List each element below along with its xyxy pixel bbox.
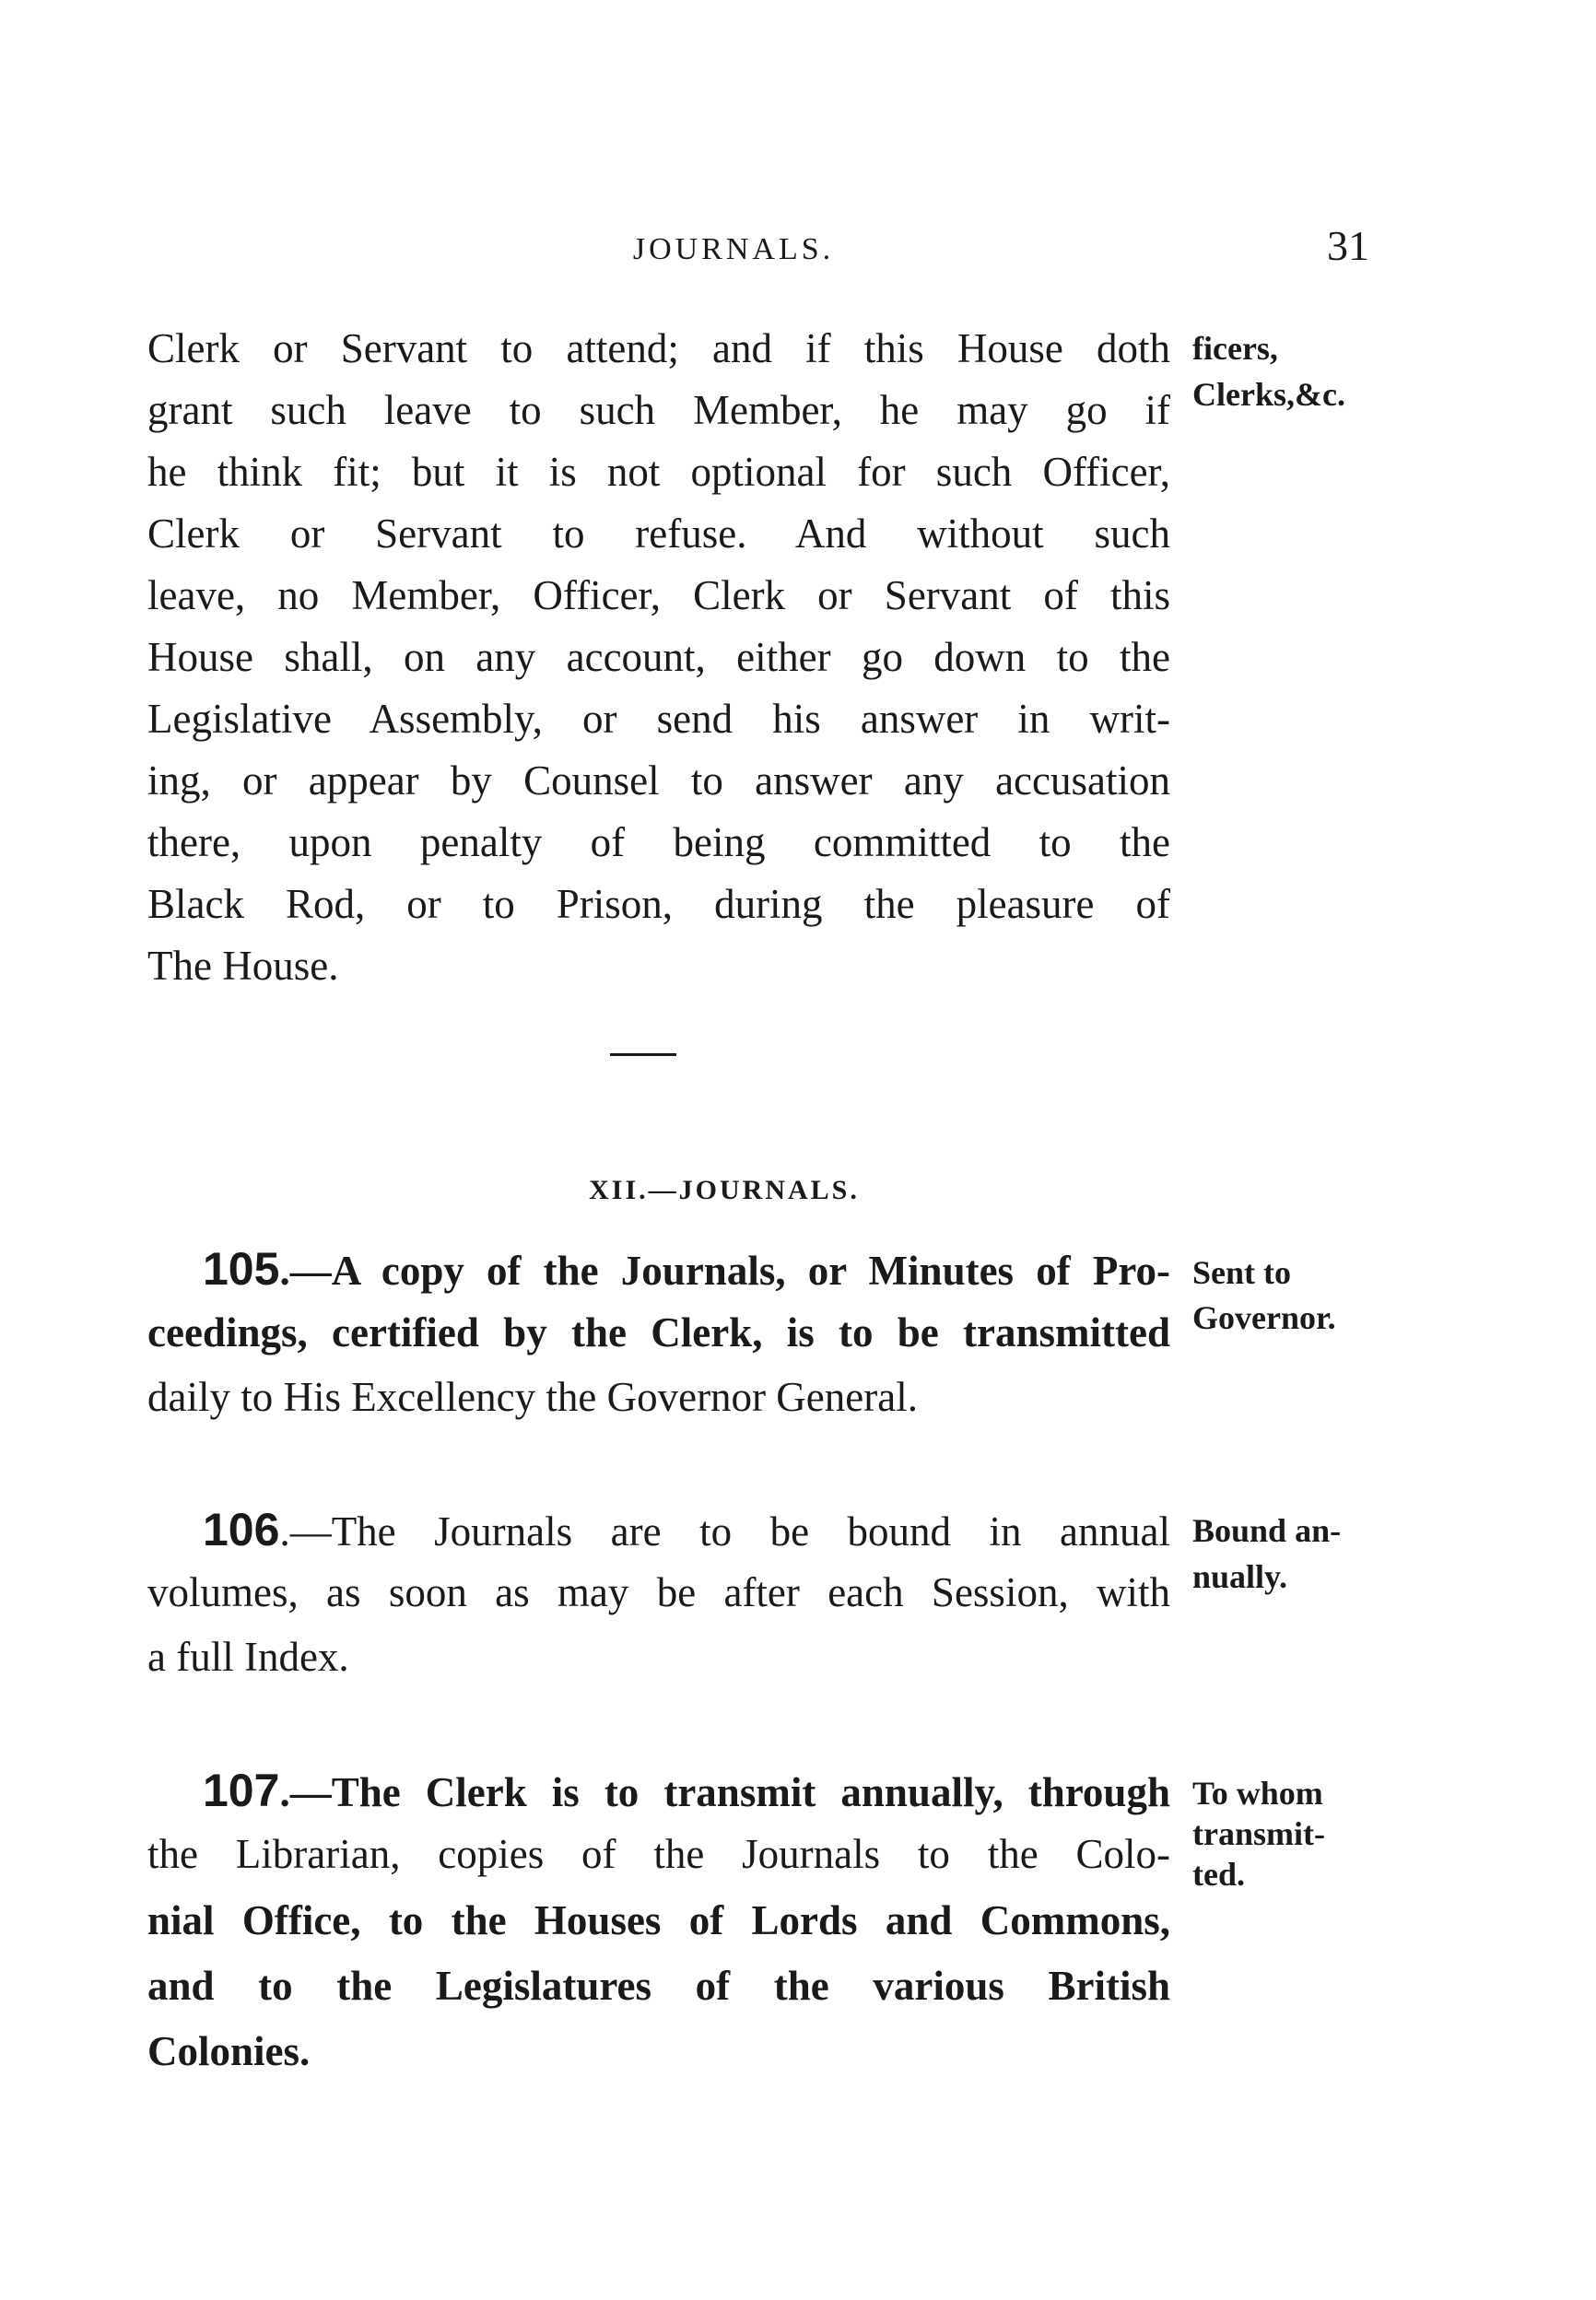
section-divider — [610, 1053, 676, 1056]
body-line: grant such leave to such Member, he may go if — [147, 390, 1170, 433]
section-heading: XII.—JOURNALS. — [589, 1175, 860, 1205]
rule-105-first-line — [203, 1246, 1170, 1301]
body-line: volumes, as soon as may be after each Session, with — [147, 1572, 1170, 1615]
body-line: there, upon penalty of being committed to the — [147, 822, 1170, 865]
body-line: he think fit; but it is not optional for such Officer, — [147, 452, 1170, 495]
margin-note: Governor. — [1192, 1299, 1336, 1336]
page-number: 31 — [1327, 222, 1369, 269]
body-line: Legislative Assembly, or send his answer in writ- — [147, 698, 1170, 742]
margin-note: To whom — [1192, 1775, 1323, 1812]
rule-106-first-line — [203, 1507, 1170, 1562]
body-line: Colonies. — [147, 2028, 311, 2074]
body-line: nial Office, to the Houses of Lords and Commons, — [147, 1900, 1170, 1943]
body-line: the Librarian, copies of the Journals to the Colo- — [147, 1834, 1170, 1877]
body-line: Clerk or Servant to refuse. And without such — [147, 513, 1170, 557]
margin-note: Clerks,&c. — [1192, 376, 1345, 413]
body-line: Clerk or Servant to attend; and if this House doth — [147, 328, 1170, 371]
rule-text: .—A copy of the Journals, or Minutes of Pro- — [279, 1248, 1170, 1294]
running-header-title: JOURNALS. — [632, 232, 835, 266]
rule-number: 106 — [203, 1507, 280, 1555]
rule-number: 107 — [203, 1767, 280, 1816]
body-line: daily to His Excellency the Governor General. — [147, 1374, 918, 1420]
body-line: The House. — [147, 943, 339, 989]
margin-note: Bound an- — [1192, 1512, 1342, 1549]
body-line: and to the Legislatures of the various British — [147, 1966, 1170, 2009]
body-line: leave, no Member, Officer, Clerk or Servant of this — [147, 575, 1170, 618]
rule-number: 105 — [203, 1246, 280, 1295]
margin-note: ted. — [1192, 1856, 1245, 1893]
body-line: ceedings, certified by the Clerk, is to be transmitted — [147, 1312, 1170, 1355]
margin-note: transmit- — [1192, 1815, 1325, 1852]
margin-note: ficers, — [1192, 330, 1278, 367]
body-line: Black Rod, or to Prison, during the pleasure of — [147, 884, 1170, 927]
body-line: ing, or appear by Counsel to answer any accusation — [147, 760, 1170, 804]
margin-note: nually. — [1192, 1558, 1288, 1595]
rule-text: .—The Journals are to be bound in annual — [279, 1508, 1170, 1555]
body-line: a full Index. — [147, 1634, 349, 1680]
rule-text: .—The Clerk is to transmit annually, through — [279, 1769, 1170, 1815]
margin-note: Sent to — [1192, 1254, 1291, 1291]
rule-107-first-line — [203, 1767, 1170, 1823]
body-line: House shall, on any account, either go down to the — [147, 637, 1170, 680]
